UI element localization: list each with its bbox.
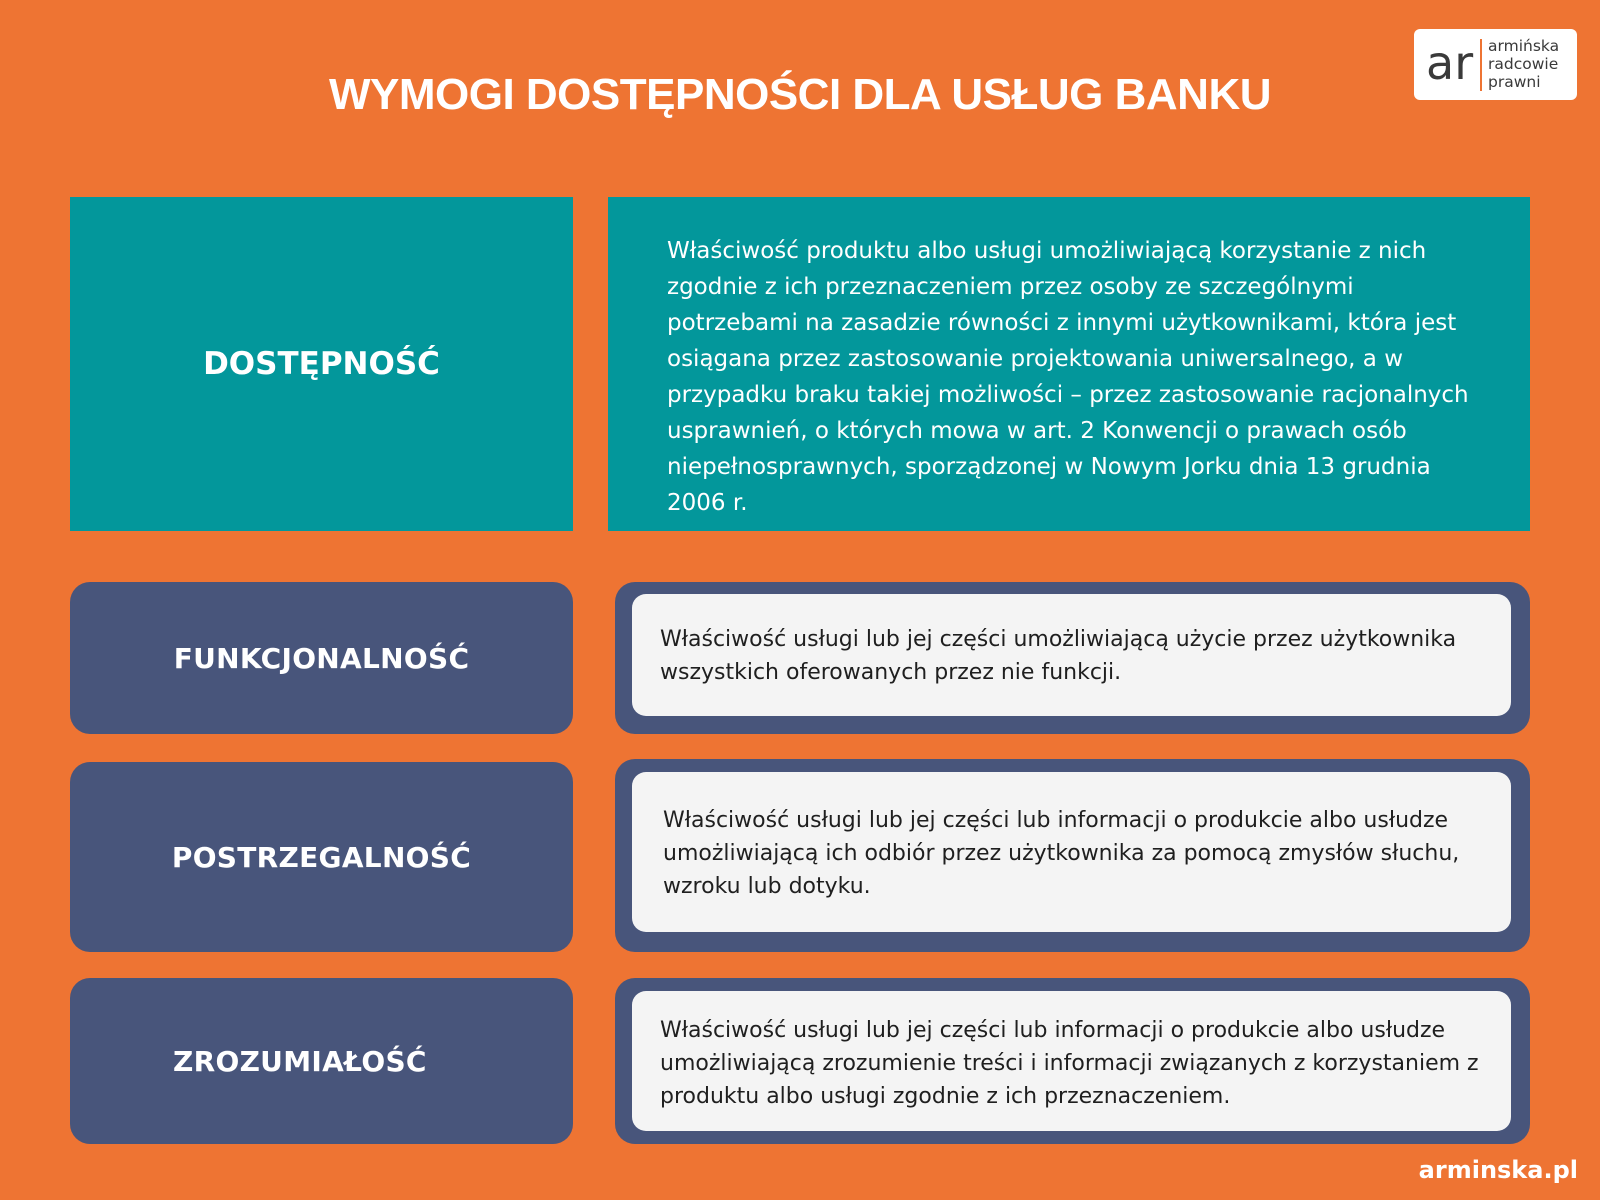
logo-text (1488, 37, 1559, 91)
term-funkcjonalnosc (70, 582, 573, 734)
term-zrozumialosc (70, 978, 573, 1144)
company-logo (1414, 29, 1577, 100)
term-postrzegalnosc-label: POSTRZEGALNOŚĆ (171, 840, 472, 874)
footer-url[interactable]: arminska.pl (1418, 1156, 1578, 1184)
definition-funkcjonalnosc: Właściwość usługi lub jej części umożliwiającą użycie przez użytkownika wszystkich oferowanych przez nie funkcji. (632, 594, 1511, 716)
definition-postrzegalnosc: Właściwość usługi lub jej części lub informacji o produkcie albo usłudze umożliwiającą ich odbiór przez użytkownika za pomocą zmysłów słuchu, wzroku lub dotyku. (632, 772, 1511, 932)
definition-frame-funkcjonalnosc (615, 582, 1530, 734)
term-funkcjonalnosc-label: FUNKCJONALNOŚĆ (173, 641, 470, 675)
term-zrozumialosc-label: ZROZUMIAŁOŚĆ (173, 1044, 427, 1078)
logo-line-1: armińska (1488, 37, 1560, 55)
term-dostepnosc-label: DOSTĘPNOŚĆ (203, 346, 440, 382)
definition-frame-zrozumialosc (615, 978, 1530, 1144)
logo-line-2: radcowie (1488, 55, 1559, 73)
definition-dostepnosc: Właściwość produktu albo usługi umożliwiającą korzystanie z nich zgodnie z ich przeznaczeniem przez osoby ze szczególnymi potrzebami na zasadzie równości z innymi użytkownikami, która jest osiągana przez zastosowanie projektowania uniwersalnego, a w przypadku braku takiej możliwości – przez zastosowanie racjonalnych usprawnień, o których mowa w art. 2 Konwencji o prawach osób niepełnosprawnych, sporządzonej w Nowym Jorku dnia 13 grudnia 2006 r. (608, 197, 1530, 531)
logo-mark: ar (1426, 36, 1474, 90)
term-postrzegalnosc (70, 762, 573, 952)
logo-divider (1480, 39, 1482, 91)
page-title: WYMOGI DOSTĘPNOŚCI DLA USŁUG BANKU (328, 70, 1272, 119)
definition-frame-postrzegalnosc (615, 759, 1530, 952)
logo-line-3: prawni (1488, 73, 1541, 91)
definition-zrozumialosc: Właściwość usługi lub jej części lub informacji o produkcie albo usłudze umożliwiającą zrozumienie treści i informacji związanych z korzystaniem z produktu albo usługi zgodnie z ich przeznaczeniem. (632, 991, 1511, 1131)
term-dostepnosc (70, 197, 573, 531)
